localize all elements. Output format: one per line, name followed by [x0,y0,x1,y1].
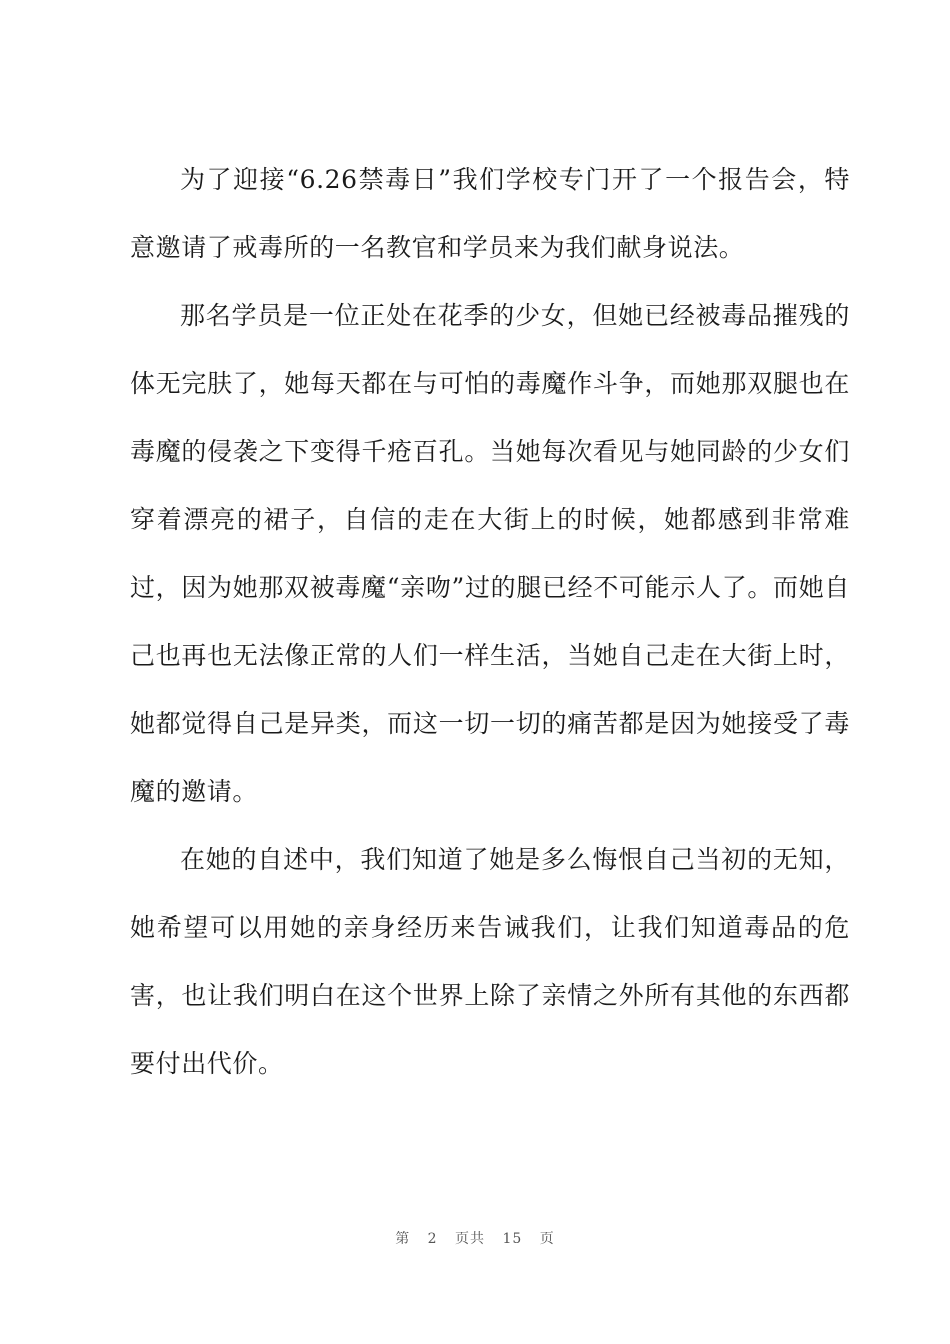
footer-middle: 页共 [455,1231,486,1247]
paragraph-2: 那名学员是一位正处在花季的少女，但她已经被毒品摧残的体无完肤了，她每天都在与可怕的毒魔作斗争，而她那双腿也在毒魔的侵袭之下变得千疮百孔。当她每次看见与她同龄的少女们穿着漂亮的裙子，自信的走在大街上的时候，她都感到非常难过，因为她那双被毒魔“亲吻”过的腿已经不可能示人了。而她自己也再也无法像正常的人们一样生活，当她自己走在大街上时，她都觉得自己是异类，而这一切一切的痛苦都是因为她接受了毒魔的邀请。 [130,301,850,806]
document-body [130,146,850,1098]
paragraph-1: 为了迎接“6.26禁毒日”我们学校专门开了一个报告会，特意邀请了戒毒所的一名教官和学员来为我们献身说法。 [130,165,850,262]
footer-current-page: 2 [427,1231,438,1247]
page-footer [0,1228,950,1248]
footer-total-pages: 15 [502,1231,523,1247]
footer-prefix: 第 [395,1231,411,1247]
paragraph-3: 在她的自述中，我们知道了她是多么悔恨自己当初的无知，她希望可以用她的亲身经历来告诫我们，让我们知道毒品的危害，也让我们明白在这个世界上除了亲情之外所有其他的东西都要付出代价。 [130,845,850,1078]
footer-suffix: 页 [539,1231,555,1247]
